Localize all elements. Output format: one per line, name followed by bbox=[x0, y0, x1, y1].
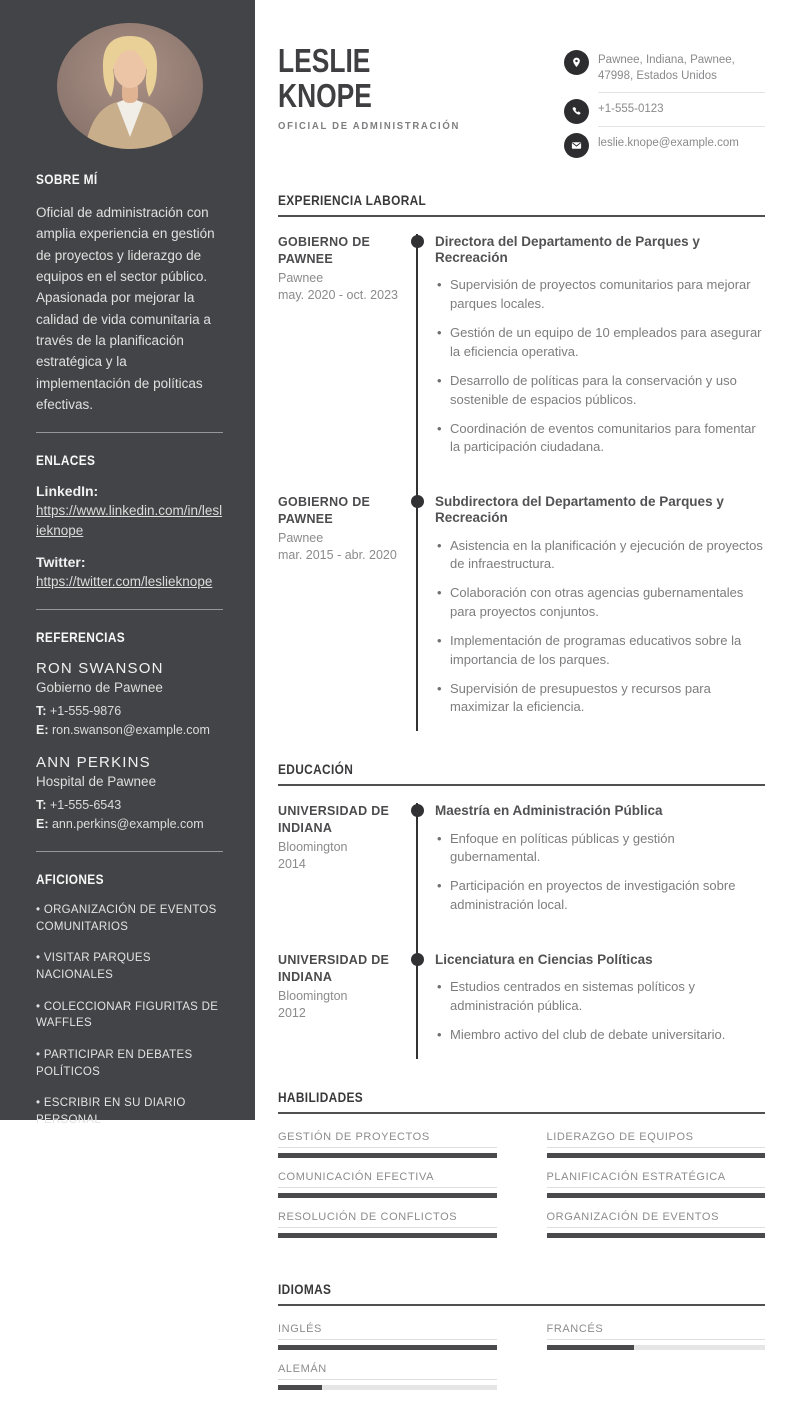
bullet-item: • Supervisión de presupuestos y recursos para maximizar la eficiencia. bbox=[435, 680, 765, 718]
entry-degree: Maestría en Administración Pública bbox=[435, 803, 663, 819]
about-text: Oficial de administración con amplia experiencia en gestión de proyectos y liderazgo de equipos en el sector público. Apasionada por mejorar la calidad de vida comunitaria a través de la planificación estratégica y la implementación de políticas efectivas. bbox=[36, 205, 215, 412]
skill-item bbox=[547, 1211, 766, 1238]
location-icon bbox=[570, 56, 583, 69]
sidebar-divider bbox=[36, 432, 223, 433]
skill-bar-fill bbox=[278, 1153, 497, 1158]
hobbies-heading: AFICIONES bbox=[36, 870, 104, 887]
skill-item bbox=[278, 1131, 497, 1158]
reference-email bbox=[36, 815, 223, 834]
skill-item bbox=[547, 1131, 766, 1158]
link-label: Twitter: bbox=[36, 554, 86, 571]
phone-prefix: T: bbox=[36, 703, 47, 718]
bullet-item: • Participación en proyectos de investigación sobre administración local. bbox=[435, 877, 765, 915]
languages-column-1 bbox=[278, 1323, 497, 1403]
main-content bbox=[255, 0, 794, 1375]
email-value: ron.swanson@example.com bbox=[51, 722, 210, 737]
email-prefix: E: bbox=[36, 817, 49, 832]
language-label: FRANCÉS bbox=[547, 1323, 766, 1340]
skills-column-2 bbox=[547, 1131, 766, 1251]
links-list bbox=[36, 483, 223, 592]
sidebar-section-links bbox=[36, 452, 223, 592]
phone-icon bbox=[570, 105, 583, 118]
job-title: OFICIAL DE ADMINISTRACIÓN bbox=[278, 120, 461, 132]
contact-text: leslie.knope@example.com bbox=[598, 136, 739, 149]
timeline-dot bbox=[411, 495, 424, 508]
email-prefix: E: bbox=[36, 722, 49, 737]
entry-dates: 2012 bbox=[278, 1005, 306, 1020]
link-label: LinkedIn: bbox=[36, 483, 99, 500]
skill-bar bbox=[278, 1193, 497, 1198]
last-name: KNOPE bbox=[278, 76, 372, 114]
skill-bar-fill bbox=[547, 1193, 766, 1198]
entry-location: Pawnee bbox=[278, 530, 324, 545]
entry-org: UNIVERSIDAD DE INDIANA bbox=[278, 952, 390, 984]
reference-name: RON SWANSON bbox=[36, 659, 164, 677]
entry-bullets bbox=[435, 276, 765, 457]
profile-photo bbox=[57, 23, 203, 149]
hobbies-list bbox=[36, 902, 223, 1129]
bullet-item: • Coordinación de eventos comunitarios para fomentar la participación ciudadana. bbox=[435, 420, 765, 458]
entry-location: Bloomington bbox=[278, 840, 348, 855]
skill-bar-fill bbox=[547, 1153, 766, 1158]
bullet-item: • Estudios centrados en sistemas políticos y administración pública. bbox=[435, 978, 765, 1016]
link-item bbox=[36, 554, 223, 592]
skill-label: RESOLUCIÓN DE CONFLICTOS bbox=[278, 1211, 497, 1228]
entry-bullets bbox=[435, 978, 765, 1045]
section-languages bbox=[278, 1281, 765, 1403]
language-item bbox=[547, 1323, 766, 1350]
section-rule bbox=[278, 1112, 765, 1114]
bullet-item: • Miembro activo del club de debate universitario. bbox=[435, 1026, 765, 1045]
about-heading: SOBRE MÍ bbox=[36, 171, 98, 187]
entry-role: Subdirectora del Departamento de Parques y Recreación bbox=[435, 494, 724, 526]
bullet-item: • Supervisión de proyectos comunitarios para mejorar parques locales. bbox=[435, 276, 765, 314]
language-item bbox=[278, 1363, 497, 1390]
reference-item bbox=[36, 660, 223, 740]
language-item bbox=[278, 1323, 497, 1350]
bullet-item: • Colaboración con otras agencias gubernamentales para proyectos conjuntos. bbox=[435, 584, 765, 622]
link-url[interactable]: https://twitter.com/leslieknope bbox=[36, 574, 213, 590]
section-rule bbox=[278, 1304, 765, 1306]
phone-prefix: T: bbox=[36, 798, 47, 813]
reference-item bbox=[36, 754, 223, 834]
contact-row bbox=[564, 99, 765, 127]
reference-name: ANN PERKINS bbox=[36, 754, 151, 772]
skill-label: LIDERAZGO DE EQUIPOS bbox=[547, 1131, 766, 1148]
skills-heading: HABILIDADES bbox=[278, 1089, 765, 1114]
reference-org: Hospital de Pawnee bbox=[36, 774, 157, 790]
resume-header bbox=[278, 44, 765, 165]
education-entry bbox=[278, 952, 765, 1059]
sidebar-divider bbox=[36, 609, 223, 610]
section-rule bbox=[278, 784, 765, 786]
reference-email bbox=[36, 721, 223, 740]
sidebar-section-about bbox=[36, 171, 223, 415]
timeline-dot bbox=[411, 953, 424, 966]
language-bar-fill bbox=[547, 1345, 634, 1350]
skill-bar bbox=[278, 1153, 497, 1158]
sidebar-section-references bbox=[36, 629, 223, 834]
references-list bbox=[36, 660, 223, 834]
entry-location: Bloomington bbox=[278, 988, 348, 1003]
contact-row bbox=[564, 133, 765, 160]
contact-row bbox=[564, 50, 765, 93]
languages-column-2 bbox=[547, 1323, 766, 1403]
contact-block bbox=[564, 50, 765, 165]
skill-bar bbox=[547, 1153, 766, 1158]
section-skills bbox=[278, 1089, 765, 1251]
language-bar bbox=[278, 1385, 497, 1390]
education-heading: EDUCACIÓN bbox=[278, 761, 765, 786]
language-label: INGLÉS bbox=[278, 1323, 497, 1340]
experience-entries bbox=[278, 234, 765, 731]
link-url[interactable]: https://www.linkedin.com/in/leslieknope bbox=[36, 503, 223, 538]
skill-item bbox=[547, 1171, 766, 1198]
experience-entry bbox=[278, 234, 765, 494]
timeline-dot bbox=[411, 235, 424, 248]
reference-org: Gobierno de Pawnee bbox=[36, 679, 163, 695]
language-bar bbox=[278, 1345, 497, 1350]
experience-heading: EXPERIENCIA LABORAL bbox=[278, 192, 765, 217]
section-education bbox=[278, 761, 765, 1058]
language-bar bbox=[547, 1345, 766, 1350]
entry-role: Directora del Departamento de Parques y Recreación bbox=[435, 234, 700, 266]
entry-dates: 2014 bbox=[278, 856, 306, 871]
hobby-item: • COLECCIONAR FIGURITAS DE WAFFLES bbox=[36, 999, 223, 1032]
email-icon bbox=[570, 139, 583, 152]
entry-bullets bbox=[435, 537, 765, 718]
skill-bar bbox=[547, 1233, 766, 1238]
entry-degree: Licenciatura en Ciencias Políticas bbox=[435, 951, 653, 967]
entry-org: GOBIERNO DE PAWNEE bbox=[278, 235, 371, 266]
skill-item bbox=[278, 1211, 497, 1238]
experience-entry bbox=[278, 494, 765, 731]
reference-phone bbox=[36, 796, 223, 815]
skill-label: GESTIÓN DE PROYECTOS bbox=[278, 1131, 497, 1148]
languages-heading: IDIOMAS bbox=[278, 1281, 765, 1306]
entry-org: UNIVERSIDAD DE INDIANA bbox=[278, 804, 390, 836]
hobby-item: • ESCRIBIR EN SU DIARIO PERSONAL bbox=[36, 1095, 223, 1128]
skills-column-1 bbox=[278, 1131, 497, 1251]
bullet-item: • Enfoque en políticas públicas y gestión gubernamental. bbox=[435, 830, 765, 868]
language-bar-fill bbox=[278, 1345, 497, 1350]
profile-photo-illustration bbox=[57, 23, 203, 149]
sidebar-divider bbox=[36, 851, 223, 852]
first-name: LESLIE bbox=[278, 42, 371, 79]
phone-value: +1-555-9876 bbox=[49, 703, 122, 718]
name-block bbox=[278, 44, 470, 165]
skill-item bbox=[278, 1171, 497, 1198]
skill-bar bbox=[278, 1233, 497, 1238]
email-value: ann.perkins@example.com bbox=[51, 817, 204, 832]
references-heading: REFERENCIAS bbox=[36, 628, 126, 645]
phone-value: +1-555-6543 bbox=[49, 798, 122, 813]
timeline-dot bbox=[411, 804, 424, 817]
skill-label: ORGANIZACIÓN DE EVENTOS bbox=[547, 1211, 766, 1228]
bullet-item: • Implementación de programas educativos sobre la importancia de los parques. bbox=[435, 632, 765, 670]
hobby-item: • PARTICIPAR EN DEBATES POLÍTICOS bbox=[36, 1047, 223, 1080]
entry-bullets bbox=[435, 830, 765, 915]
contact-text: Pawnee, Indiana, Pawnee, 47998, Estados Unidos bbox=[598, 50, 765, 93]
bullet-item: • Asistencia en la planificación y ejecución de proyectos de infraestructura. bbox=[435, 537, 765, 575]
bullet-item: • Gestión de un equipo de 10 empleados para asegurar la eficiencia operativa. bbox=[435, 324, 765, 362]
sidebar-section-hobbies bbox=[36, 871, 223, 1129]
hobby-item: • VISITAR PARQUES NACIONALES bbox=[36, 950, 223, 983]
language-bar-fill bbox=[278, 1385, 322, 1390]
entry-dates: mar. 2015 - abr. 2020 bbox=[278, 547, 397, 562]
link-item bbox=[36, 483, 223, 540]
skill-bar-fill bbox=[278, 1193, 497, 1198]
skill-label: PLANIFICACIÓN ESTRATÉGICA bbox=[547, 1171, 766, 1188]
skill-bar bbox=[547, 1193, 766, 1198]
education-entries bbox=[278, 803, 765, 1058]
sidebar bbox=[0, 0, 255, 1127]
entry-org: GOBIERNO DE PAWNEE bbox=[278, 495, 371, 527]
hobby-item: • ORGANIZACIÓN DE EVENTOS COMUNITARIOS bbox=[36, 902, 223, 935]
skill-bar-fill bbox=[278, 1233, 497, 1238]
skill-bar-fill bbox=[547, 1233, 766, 1238]
education-entry bbox=[278, 803, 765, 952]
section-rule bbox=[278, 215, 765, 217]
section-experience bbox=[278, 192, 765, 731]
skill-label: COMUNICACIÓN EFECTIVA bbox=[278, 1171, 497, 1188]
language-label: ALEMÁN bbox=[278, 1363, 497, 1380]
bullet-item: • Desarrollo de políticas para la conservación y uso sostenible de espacios públicos. bbox=[435, 372, 765, 410]
entry-location: Pawnee bbox=[278, 270, 324, 285]
contact-text: +1-555-0123 bbox=[598, 99, 765, 127]
reference-phone bbox=[36, 702, 223, 721]
links-heading: ENLACES bbox=[36, 452, 96, 469]
entry-dates: may. 2020 - oct. 2023 bbox=[278, 287, 398, 302]
